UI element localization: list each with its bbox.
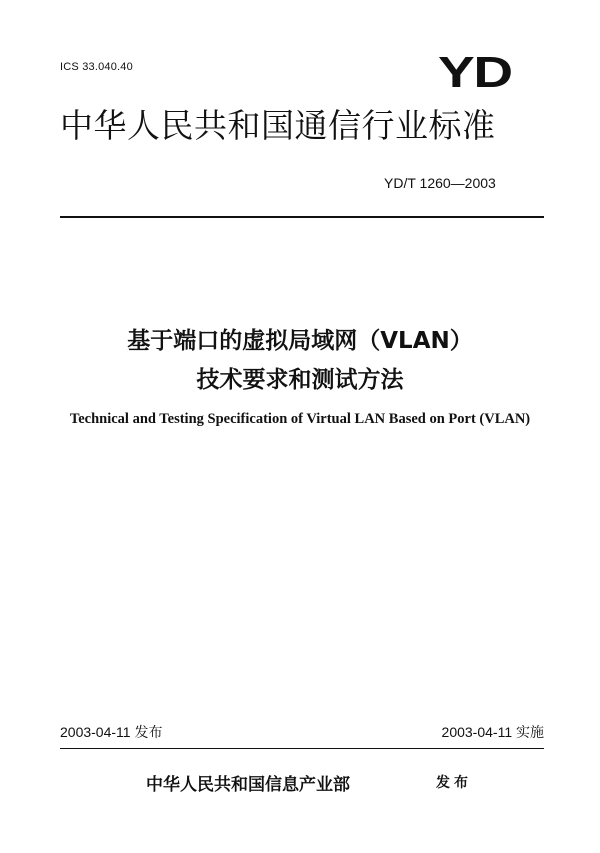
issuing-authority: 中华人民共和国信息产业部 bbox=[146, 775, 350, 795]
standard-number: YD/T 1260—2003 bbox=[384, 175, 496, 191]
standard-category-title: 中华人民共和国通信行业标准 bbox=[60, 106, 496, 145]
document-title-zh-line2: 技术要求和测试方法 bbox=[196, 367, 404, 393]
yd-logo: YD bbox=[438, 48, 512, 97]
implementation-date: 2003-04-11 实施 bbox=[441, 724, 544, 740]
document-title-zh-line1: 基于端口的虚拟局域网（VLAN） bbox=[127, 328, 473, 354]
ics-code: ICS 33.040.40 bbox=[60, 61, 133, 73]
footer-divider bbox=[60, 748, 544, 749]
publish-label: 发布 bbox=[436, 775, 472, 791]
document-title-en: Technical and Testing Specification of Virtual LAN Based on Port (VLAN) bbox=[69, 411, 531, 427]
issue-date: 2003-04-11 发布 bbox=[60, 724, 163, 740]
header-divider bbox=[60, 216, 544, 218]
